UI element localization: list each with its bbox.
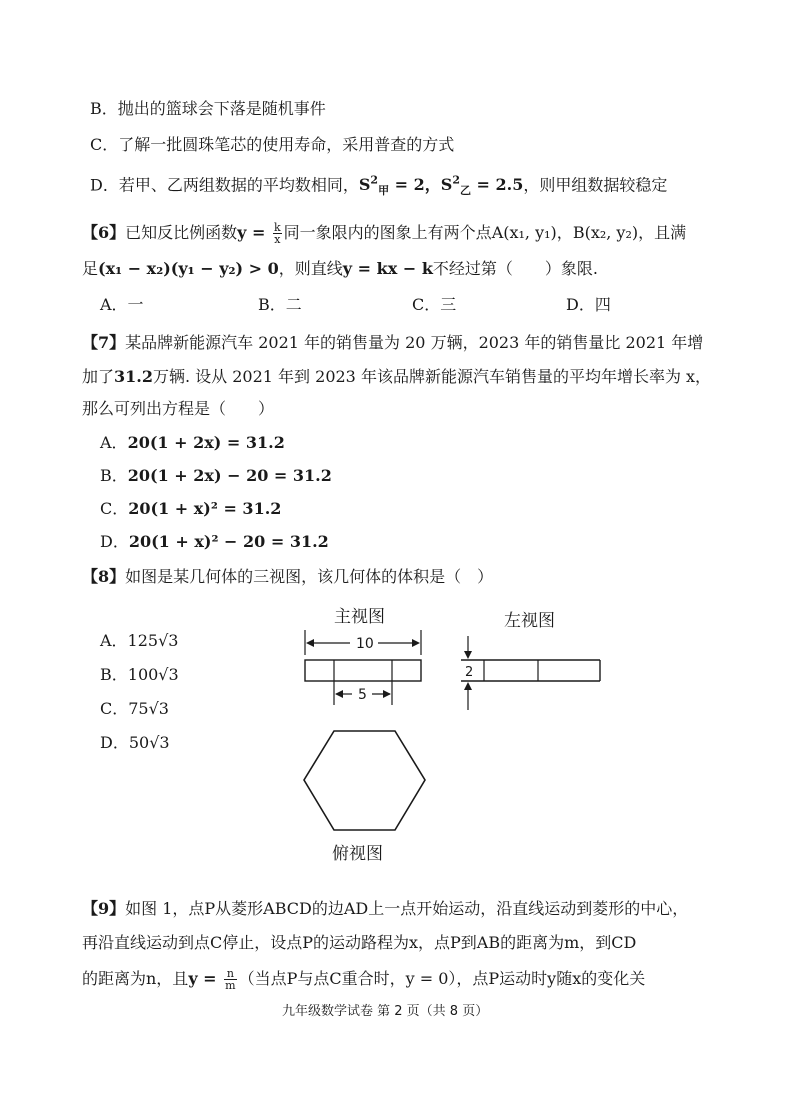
q8-option-d: D．50√3	[100, 733, 170, 752]
q6-option-d: D．四	[566, 295, 611, 314]
arrow-up-icon	[464, 682, 472, 690]
q9-stem-line2: 再沿直线运动到点C停止，设点P的运动路程为x，点P到AB的距离为m，到CD	[82, 933, 637, 952]
top-view-hexagon	[304, 731, 425, 830]
q5-option-b: B．抛出的篮球会下落是随机事件	[90, 99, 326, 118]
q7-stem-line2: 加了31.2万辆. 设从 2021 年到 2023 年该品牌新能源汽车销售量的平均年增长率为 x，	[82, 367, 712, 386]
q7-stem-line1: 【7】某品牌新能源汽车 2021 年的销售量为 20 万辆，2023 年的销售量比 2021 年增	[82, 333, 704, 352]
q5-option-c: C．了解一批圆珠笔芯的使用寿命，采用普查的方式	[90, 135, 455, 154]
arrow-down-icon	[464, 651, 472, 659]
dim-10-label: 10	[356, 636, 374, 652]
left-view-label: 左视图	[504, 611, 555, 631]
dim-5-label: 5	[358, 687, 367, 703]
q7-option-d: D．20(1 + x)² − 20 = 31.2	[100, 532, 329, 551]
front-view-rect	[305, 660, 421, 681]
q7-option-c: C．20(1 + x)² = 31.2	[100, 499, 282, 518]
q7-option-b: B．20(1 + 2x) − 20 = 31.2	[100, 466, 332, 485]
arrow-right-icon	[412, 639, 420, 647]
q6-option-b: B．二	[258, 295, 302, 314]
q8-option-a: A．125√3	[100, 631, 179, 650]
q5-option-d: D．若甲、乙两组数据的平均数相同，$S^2_甲 = 2$，$S^2_乙 = 2.5$，则甲组数据较稳定	[90, 174, 668, 198]
q9-fraction: $\frac{n}{m}$	[225, 967, 236, 992]
arrow-left-icon	[335, 690, 343, 698]
q6-option-a: A．一	[100, 295, 144, 314]
q8-stem: 【8】如图是某几何体的三视图，该几何体的体积是（ ）	[82, 567, 494, 586]
arrow-left-icon	[306, 639, 314, 647]
top-view-label: 俯视图	[332, 844, 383, 864]
q9-stem-line1: 【9】如图 1，点P从菱形ABCD的边AD上一点开始运动，沿直线运动到菱形的中心，	[82, 899, 689, 918]
q6-option-c: C．三	[412, 295, 457, 314]
q6-stem-line2: 足(x₁ − x₂)(y₁ − y₂) > 0，则直线y = kx − k不经过第（ ）象限.	[82, 259, 598, 278]
arrow-right-icon	[383, 690, 391, 698]
q6-stem-line1: 【6】已知反比例函数y = $\frac{k}{x}$ 同一象限内的图象上有两个点A(x₁, y₁)，B(x₂, y₂)，且满	[82, 221, 687, 246]
q6-fraction: $\frac{k}{x}$	[274, 221, 281, 246]
q9-stem-line3: 的距离为n，且y = $\frac{n}{m}$ （当点P与点C重合时，y = 0），点P运动时y随x的变化关	[82, 967, 646, 992]
q8-option-c: C．75√3	[100, 699, 169, 718]
page-footer: 九年级数学试卷 第 2 页（共 8 页）	[282, 1004, 489, 1019]
q7-stem-line3: 那么可列出方程是（ ）	[82, 399, 275, 418]
q8-option-b: B．100√3	[100, 665, 179, 684]
front-view-label: 主视图	[334, 607, 385, 627]
q7-option-a: A．20(1 + 2x) = 31.2	[100, 433, 285, 452]
dim-2-label: 2	[465, 665, 474, 680]
